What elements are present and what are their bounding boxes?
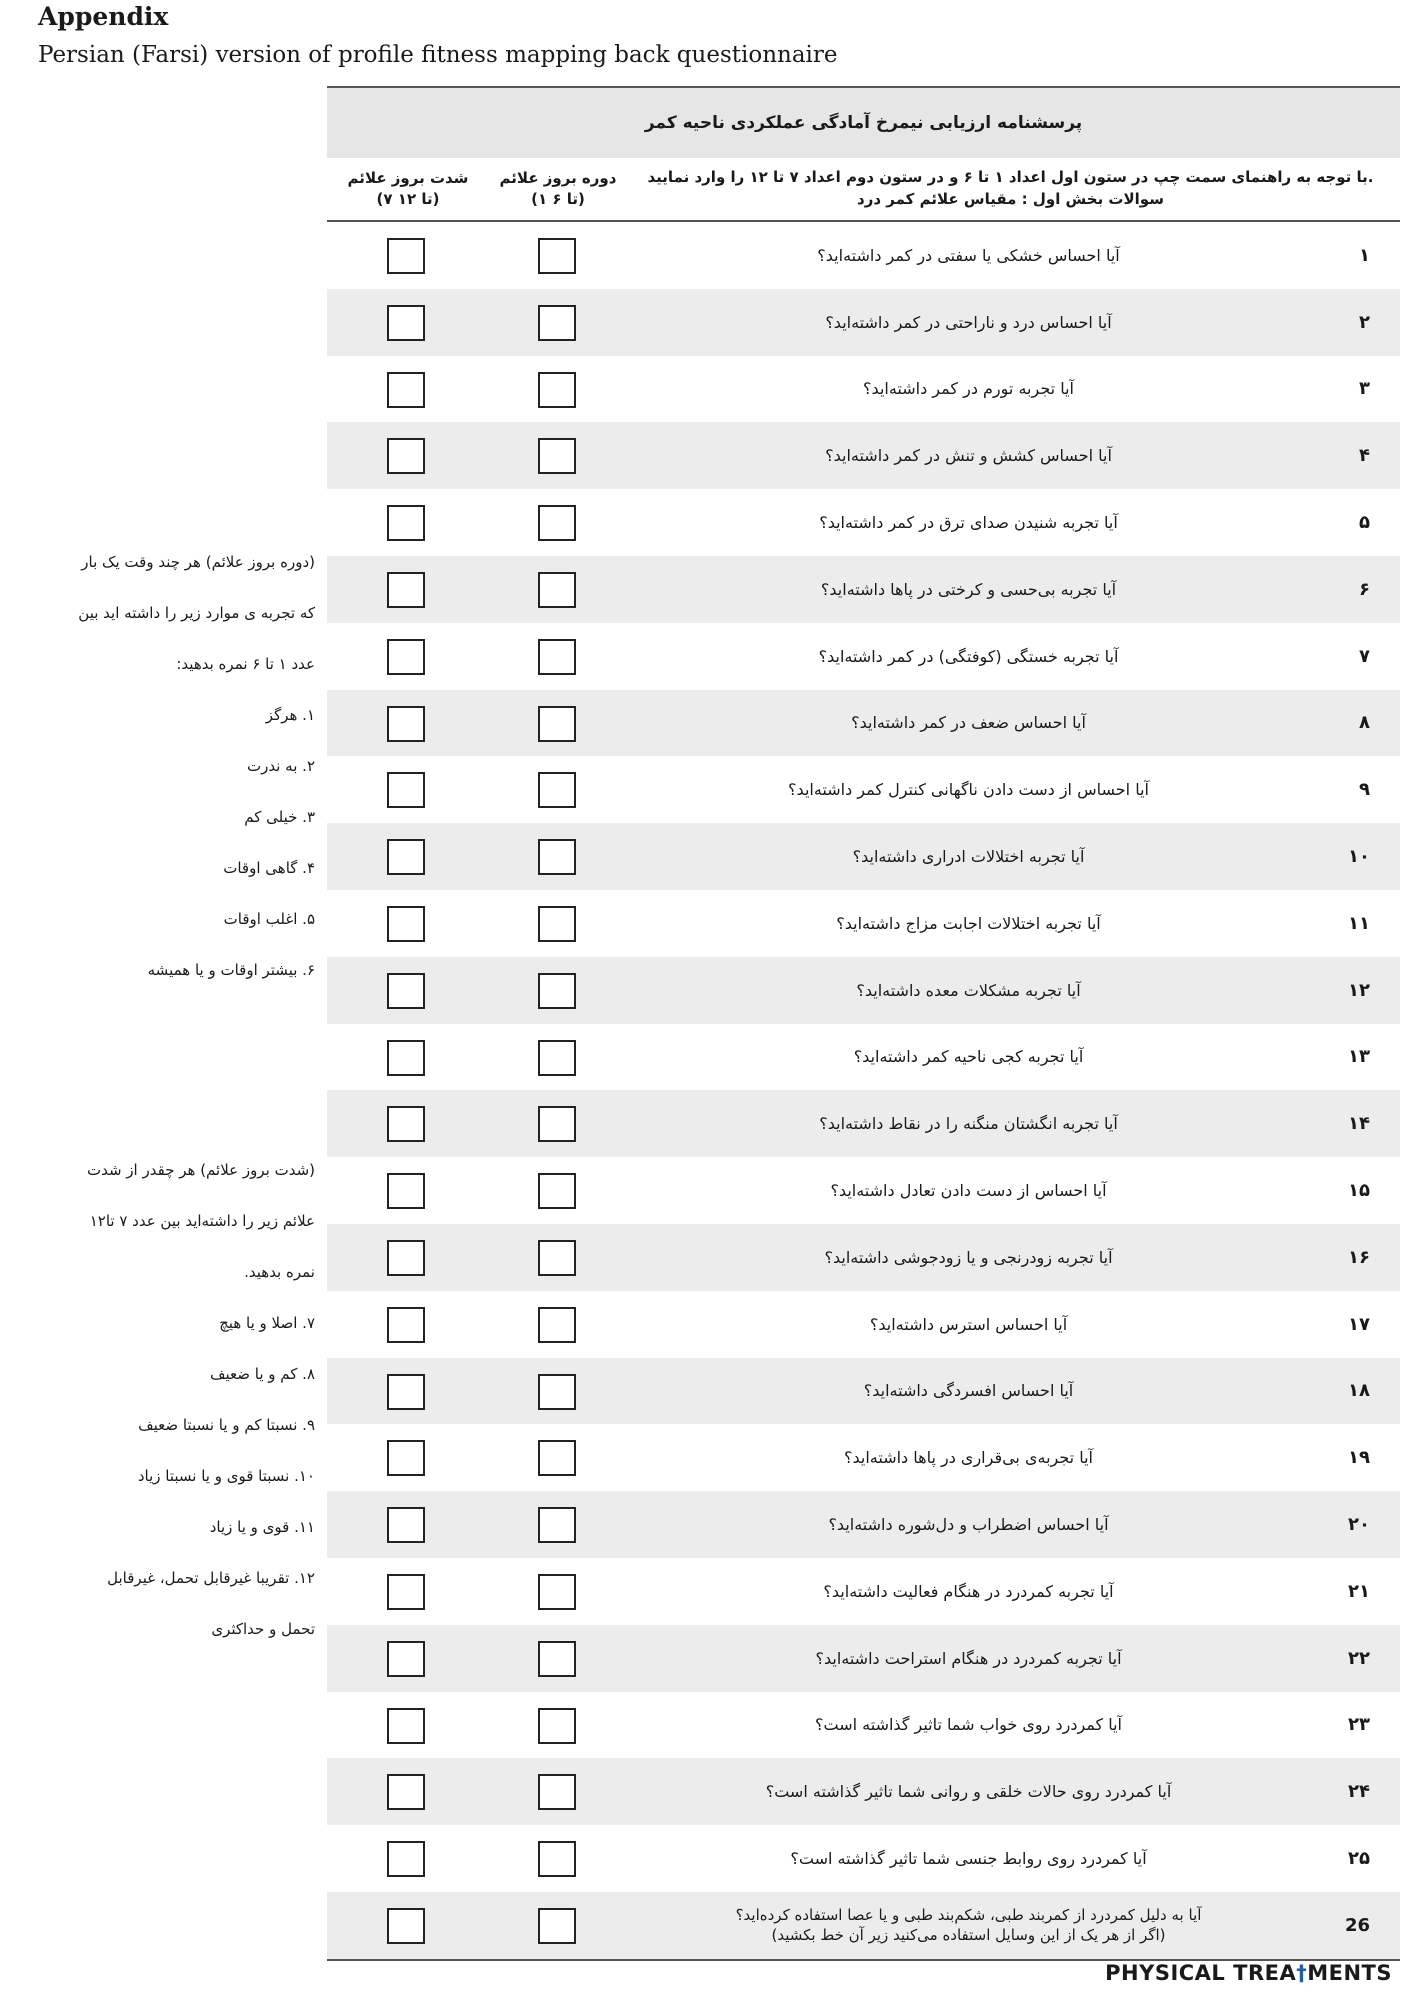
question-text [637, 222, 1300, 289]
question-text [637, 1424, 1300, 1491]
question-text-line: آیا تجربه کجی ناحیه کمر داشته‌اید؟ [853, 1047, 1084, 1067]
question-text-line: آیا تجربه کمردرد در هنگام فعالیت داشته‌اید؟ [823, 1581, 1114, 1601]
severity-checkbox[interactable] [387, 1374, 425, 1410]
question-text-line: آیا احساس خشکی یا سفتی در کمر داشته‌اید؟ [817, 245, 1120, 265]
period-column-label: دوره بروز علائم [499, 169, 617, 187]
question-number: ۲۰ [1348, 1514, 1370, 1536]
severity-checkbox[interactable] [387, 772, 425, 808]
severity-checkbox[interactable] [387, 305, 425, 341]
legend-line: ۱۱. قوی و یا زیاد [209, 1518, 315, 1536]
question-text-line: آیا تجربه کمردرد در هنگام استراحت داشته‌اید؟ [815, 1648, 1122, 1668]
table-row [327, 1358, 1400, 1425]
period-checkbox[interactable] [538, 1774, 576, 1810]
table-row [327, 1024, 1400, 1091]
severity-legend [40, 1145, 315, 1655]
severity-checkbox[interactable] [387, 1507, 425, 1543]
severity-checkbox[interactable] [387, 572, 425, 608]
legend-line: نمره بدهید. [244, 1263, 315, 1281]
severity-checkbox[interactable] [387, 1440, 425, 1476]
legend-line: ۲. به ندرت [247, 757, 315, 775]
severity-checkbox[interactable] [387, 973, 425, 1009]
severity-checkbox[interactable] [387, 1040, 425, 1076]
table-row [327, 422, 1400, 489]
question-number: ۲۱ [1348, 1580, 1370, 1602]
severity-checkbox[interactable] [387, 1574, 425, 1610]
section-title: سوالات بخش اول : مقیاس علائم کمر درد [857, 190, 1164, 208]
question-text-line: آیا تجربه اختلالات اجابت مزاج داشته‌اید؟ [836, 913, 1101, 933]
question-text [637, 556, 1300, 623]
question-text-line: آیا تجربه اختلالات ادراری داشته‌اید؟ [852, 847, 1085, 867]
period-checkbox[interactable] [538, 1708, 576, 1744]
period-legend [40, 537, 315, 996]
period-checkbox[interactable] [538, 639, 576, 675]
question-text-line: آیا احساس اضطراب و دل‌شوره داشته‌اید؟ [828, 1515, 1109, 1535]
period-checkbox[interactable] [538, 706, 576, 742]
table-row [327, 1892, 1400, 1961]
question-number: ۹ [1359, 779, 1370, 801]
question-text [637, 1291, 1300, 1358]
legend-line: ۹. نسبتا کم و یا نسبتا ضعیف [138, 1416, 315, 1434]
period-checkbox[interactable] [538, 1106, 576, 1142]
question-text-line: آیا تجربه بی‌حسی و کرختی در پاها داشته‌اید؟ [820, 579, 1117, 599]
question-rows [327, 222, 1400, 1961]
severity-checkbox[interactable] [387, 372, 425, 408]
question-number: ۲ [1359, 311, 1370, 333]
period-checkbox[interactable] [538, 1507, 576, 1543]
question-text-line: آیا احساس از دست دادن تعادل داشته‌اید؟ [830, 1181, 1107, 1201]
table-row [327, 1291, 1400, 1358]
questionnaire-title: پرسشنامه ارزیابی نیمرخ آمادگی عملکردی ناحیه کمر [327, 86, 1400, 158]
period-checkbox[interactable] [538, 1307, 576, 1343]
severity-column-header [343, 168, 473, 210]
table-row [327, 1090, 1400, 1157]
question-text [637, 1625, 1300, 1692]
question-number: ۱۸ [1348, 1380, 1370, 1402]
table-row [327, 1625, 1400, 1692]
severity-checkbox[interactable] [387, 1307, 425, 1343]
period-checkbox[interactable] [538, 1574, 576, 1610]
question-text [637, 957, 1300, 1024]
period-checkbox[interactable] [538, 372, 576, 408]
table-row [327, 623, 1400, 690]
severity-checkbox[interactable] [387, 505, 425, 541]
question-text-line: آیا تجربه انگشتان منگنه را در نقاط داشته‌اید؟ [819, 1114, 1118, 1134]
question-number: ۵ [1359, 512, 1370, 534]
period-checkbox[interactable] [538, 1374, 576, 1410]
legend-line: (شدت بروز علائم) هر چقدر از شدت [86, 1161, 315, 1179]
table-row [327, 690, 1400, 757]
table-row [327, 289, 1400, 356]
question-text-line: آیا احساس از دست دادن ناگهانی کنترل کمر داشته‌اید؟ [788, 780, 1149, 800]
table-row [327, 1758, 1400, 1825]
severity-checkbox[interactable] [387, 1841, 425, 1877]
severity-checkbox[interactable] [387, 1908, 425, 1944]
severity-checkbox[interactable] [387, 1774, 425, 1810]
question-number: ۱۵ [1348, 1180, 1370, 1202]
question-text-line: آیا به دلیل کمردرد از کمربند طبی، شکم‌بند طبی و یا عصا استفاده کرده‌اید؟ [735, 1906, 1202, 1925]
question-number: ۸ [1359, 712, 1370, 734]
period-checkbox[interactable] [538, 1040, 576, 1076]
column-headers [327, 158, 1400, 222]
table-row [327, 1825, 1400, 1892]
question-text-line: آیا تجربه مشکلات معده داشته‌اید؟ [856, 980, 1081, 1000]
question-text-line: آیا تجربه زودرنجی و یا زودجوشی داشته‌اید؟ [824, 1247, 1113, 1267]
question-number: ۴ [1359, 445, 1370, 467]
question-text [637, 1558, 1300, 1625]
legend-line: ۷. اصلا و یا هیچ [219, 1314, 315, 1332]
severity-checkbox[interactable] [387, 839, 425, 875]
question-number: ۱۳ [1348, 1046, 1370, 1068]
severity-checkbox[interactable] [387, 639, 425, 675]
period-checkbox[interactable] [538, 1440, 576, 1476]
question-text-line: آیا احساس کشش و تنش در کمر داشته‌اید؟ [825, 446, 1112, 466]
legend-line: علائم زیر را داشته‌اید بین عدد ۷ تا۱۲ [89, 1212, 315, 1230]
question-number: 26 [1344, 1914, 1370, 1936]
legend-line: (دوره بروز علائم) هر چند وقت یک بار [81, 553, 315, 571]
period-checkbox[interactable] [538, 438, 576, 474]
severity-column-range: (تا ۱۲ ۷) [376, 190, 440, 208]
period-checkbox[interactable] [538, 973, 576, 1009]
severity-checkbox[interactable] [387, 1641, 425, 1677]
table-row [327, 823, 1400, 890]
question-text [637, 823, 1300, 890]
period-checkbox[interactable] [538, 1240, 576, 1276]
question-text [637, 289, 1300, 356]
question-number: ۱۹ [1348, 1447, 1370, 1469]
appendix-subtitle: Persian (Farsi) version of profile fitness mapping back questionnaire [38, 42, 838, 68]
question-text [637, 1825, 1300, 1892]
question-text [637, 1491, 1300, 1558]
logo-text-part1: PHYSICAL TREA [1105, 1961, 1297, 1985]
period-checkbox[interactable] [538, 305, 576, 341]
period-checkbox[interactable] [538, 1841, 576, 1877]
legend-line: ۱. هرگز [265, 706, 315, 724]
period-checkbox[interactable] [538, 505, 576, 541]
severity-column-label: شدت بروز علائم [347, 169, 469, 187]
legend-line: ۳. خیلی کم [244, 808, 315, 826]
period-checkbox[interactable] [538, 238, 576, 274]
question-text-line: آیا تجربه شنیدن صدای ترق در کمر داشته‌اید؟ [819, 513, 1118, 533]
table-row [327, 890, 1400, 957]
period-column-range: (تا ۶ ۱) [531, 190, 585, 208]
question-text-line: آیا احساس افسردگی داشته‌اید؟ [863, 1381, 1074, 1401]
logo-text-part2: MENTS [1307, 1961, 1392, 1985]
question-text [637, 1090, 1300, 1157]
period-checkbox[interactable] [538, 906, 576, 942]
legend-line: ۵. اغلب اوقات [223, 910, 315, 928]
question-number: ۱۱ [1348, 912, 1370, 934]
severity-checkbox[interactable] [387, 438, 425, 474]
table-row [327, 489, 1400, 556]
question-text [637, 623, 1300, 690]
appendix-title: Appendix [38, 2, 169, 31]
period-checkbox[interactable] [538, 1908, 576, 1944]
question-number: ۷ [1359, 645, 1370, 667]
legend-line: ۱۰. نسبتا قوی و یا نسبتا زیاد [137, 1467, 315, 1485]
severity-checkbox[interactable] [387, 906, 425, 942]
period-checkbox[interactable] [538, 1641, 576, 1677]
instructions-text: .با توجه به راهنمای سمت چپ در ستون اول اعداد ۱ تا ۶ و در ستون دوم اعداد ۷ تا ۱۲ را وارد نمایید [647, 168, 1374, 186]
instructions-header [637, 166, 1384, 210]
question-text [637, 1892, 1300, 1959]
question-text-line: آیا تجربه خستگی (کوفتگی) در کمر داشته‌اید؟ [818, 646, 1119, 666]
question-text-line: آیا احساس ضعف در کمر داشته‌اید؟ [851, 713, 1086, 733]
table-row [327, 957, 1400, 1024]
question-text [637, 1692, 1300, 1759]
question-number: ۱ [1359, 244, 1370, 266]
legend-line: ۴. گاهی اوقات [223, 859, 315, 877]
table-row [327, 1491, 1400, 1558]
question-number: ۱۷ [1348, 1313, 1370, 1335]
logo-mark-icon: † [1296, 1961, 1308, 1985]
question-text-line: آیا کمردرد روی خواب شما تاثیر گذاشته است؟ [815, 1715, 1122, 1735]
question-text [637, 756, 1300, 823]
journal-logo [1105, 1961, 1392, 1985]
period-column-header [493, 168, 623, 210]
question-number: ۱۶ [1348, 1246, 1370, 1268]
question-text-line: آیا احساس درد و ناراحتی در کمر داشته‌اید؟ [825, 312, 1112, 332]
table-row [327, 556, 1400, 623]
table-row [327, 222, 1400, 289]
question-number: ۱۰ [1348, 846, 1370, 868]
severity-checkbox[interactable] [387, 706, 425, 742]
question-text [637, 1024, 1300, 1091]
period-checkbox[interactable] [538, 839, 576, 875]
question-text [637, 1157, 1300, 1224]
question-note-line: (اگر از هر یک از این وسایل استفاده می‌کنید زیر آن خط بکشید) [771, 1926, 1166, 1945]
question-text-line: آیا تجربه تورم در کمر داشته‌اید؟ [863, 379, 1074, 399]
question-text-line: آیا کمردرد روی روابط جنسی شما تاثیر گذاشته است؟ [790, 1849, 1147, 1869]
legend-line: عدد ۱ تا ۶ نمره بدهید: [176, 655, 315, 673]
question-number: ۳ [1359, 378, 1370, 400]
severity-checkbox[interactable] [387, 1173, 425, 1209]
period-checkbox[interactable] [538, 572, 576, 608]
question-number: ۲۲ [1348, 1647, 1370, 1669]
severity-checkbox[interactable] [387, 1106, 425, 1142]
question-text [637, 1358, 1300, 1425]
table-row [327, 1692, 1400, 1759]
severity-checkbox[interactable] [387, 238, 425, 274]
table-row [327, 1424, 1400, 1491]
question-text-line: آیا احساس استرس داشته‌اید؟ [869, 1314, 1068, 1334]
question-number: ۱۲ [1348, 979, 1370, 1001]
question-text [637, 356, 1300, 423]
table-row [327, 756, 1400, 823]
question-number: ۱۴ [1348, 1113, 1370, 1135]
question-text [637, 1758, 1300, 1825]
table-row [327, 356, 1400, 423]
question-text [637, 690, 1300, 757]
legend-line: ۱۲. تقریبا غیرقابل تحمل، غیرقابل [107, 1569, 315, 1587]
question-text [637, 1224, 1300, 1291]
question-text [637, 489, 1300, 556]
legend-line: ۸. کم و یا ضعیف [209, 1365, 315, 1383]
question-text-line: آیا کمردرد روی حالات خلقی و روانی شما تاثیر گذاشته است؟ [765, 1782, 1172, 1802]
legend-line: که تجربه ی موارد زیر را داشته اید بین [78, 604, 315, 622]
period-checkbox[interactable] [538, 1173, 576, 1209]
severity-checkbox[interactable] [387, 1240, 425, 1276]
legend-line: ۶. بیشتر اوقات و یا همیشه [147, 961, 315, 979]
question-text [637, 890, 1300, 957]
legend-line: تحمل و حداکثری [211, 1620, 315, 1638]
question-number: ۶ [1359, 578, 1370, 600]
questionnaire-table [327, 86, 1400, 1961]
severity-checkbox[interactable] [387, 1708, 425, 1744]
question-text-line: آیا تجربه‌ی بی‌قراری در پاها داشته‌اید؟ [844, 1448, 1093, 1468]
question-text [637, 422, 1300, 489]
period-checkbox[interactable] [538, 772, 576, 808]
question-number: ۲۳ [1348, 1714, 1370, 1736]
question-number: ۲۵ [1348, 1848, 1370, 1870]
table-row [327, 1157, 1400, 1224]
question-number: ۲۴ [1348, 1781, 1370, 1803]
table-row [327, 1224, 1400, 1291]
table-row [327, 1558, 1400, 1625]
